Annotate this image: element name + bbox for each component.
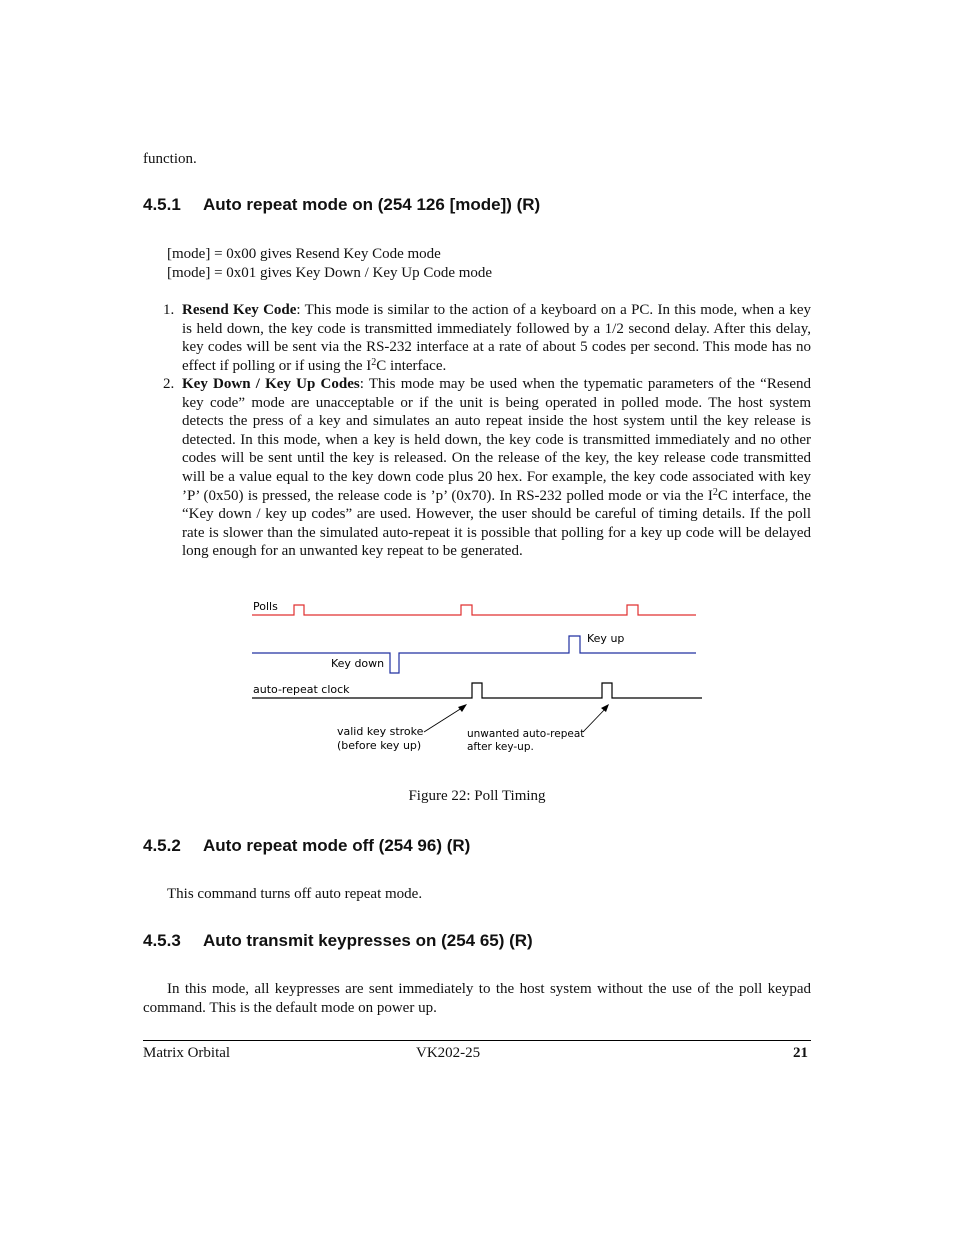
section-number: 4.5.1 (143, 195, 181, 214)
superscript: 2 (712, 486, 718, 498)
footer-center: VK202-25 (416, 1045, 481, 1061)
polls-waveform (252, 605, 696, 615)
mode-line: [mode] = 0x00 gives Resend Key Code mode (167, 246, 441, 262)
list-item (163, 375, 811, 561)
list-text: : This mode may be used when the typematic parameters of the “Resend key code” mode are unacceptable or if the unit is being operated in polled mode. The host system detects the press of a key and simulates an auto repeat inside the host system until the key release is detected. In this mode, when a key is held down, the key code is transmitted immediately and no other codes will be sent until the key is released. On the release of the key, the key release code transmitted will be a value equal to the key down code plus 20 hex. For example, the key code associated with key ’P’ (0x50) is pressed, the release code is ’p’ (0x70). In RS-232 polled mode or via the I (182, 376, 811, 504)
key-down-label: Key down (331, 657, 385, 670)
unwanted-annotation: after key-up. (467, 741, 534, 753)
section-title: Auto repeat mode off (254 96) (R) (203, 836, 471, 855)
section-heading-4-5-3 (143, 931, 533, 951)
valid-annotation: (before key up) (337, 739, 422, 752)
unwanted-arrow (583, 707, 607, 732)
footer-rule (143, 1040, 811, 1041)
superscript: 2 (371, 356, 377, 368)
list-term: Key Down / Key Up Codes (182, 376, 360, 392)
list-marker: 2. (163, 376, 175, 392)
unwanted-annotation: unwanted auto-repeat (467, 728, 585, 740)
unwanted-arrowhead (601, 704, 609, 712)
valid-arrow (424, 706, 465, 732)
poll-timing-diagram (250, 596, 710, 756)
mode-line: [mode] = 0x01 gives Key Down / Key Up Code mode (167, 265, 493, 281)
paragraph: In this mode, all keypresses are sent immediately to the host system without the use of the poll keypad command. This is the default mode on power up. (143, 981, 811, 1016)
list-text: C interface. (376, 357, 447, 374)
continuation-text: function. (143, 151, 197, 167)
list-text: C interface, the “Key down / key up codes” are used. However, the user should be careful of timing details. If the poll rate is slower than the simulated auto-repeat it is possible that polling for a key up code will be delayed long enough for an unwanted key repeat to be generated. (182, 487, 811, 560)
section-heading-4-5-2 (143, 836, 470, 856)
valid-arrowhead (458, 704, 467, 712)
figure-caption: Figure 22: Poll Timing (408, 788, 546, 804)
list-item (163, 301, 811, 375)
key-up-label: Key up (587, 632, 625, 645)
list-marker: 1. (163, 302, 175, 318)
polls-label: Polls (253, 600, 278, 613)
key-waveform (252, 636, 696, 673)
page-number: 21 (793, 1045, 808, 1061)
section-number: 4.5.2 (143, 836, 181, 855)
paragraph: This command turns off auto repeat mode. (167, 886, 423, 902)
section-heading-4-5-1 (143, 195, 540, 215)
list-term: Resend Key Code (182, 302, 297, 318)
section-number: 4.5.3 (143, 931, 181, 950)
section-title: Auto transmit keypresses on (254 65) (R) (203, 931, 533, 950)
list-text: : This mode is similar to the action of a keyboard on a PC. In this mode, when a key is held down, the key code is transmitted immediately followed by a 1/2 second delay. After this delay, key codes will be sent via the RS-232 interface at a rate of about 5 codes per second. This mode has no effect if polling or if using the I (182, 302, 811, 374)
section-title: Auto repeat mode on (254 126 [mode]) (R) (203, 195, 541, 214)
auto-repeat-clock-label: auto-repeat clock (253, 683, 350, 696)
footer-left: Matrix Orbital (143, 1045, 231, 1061)
valid-annotation: valid key stroke (337, 725, 424, 738)
